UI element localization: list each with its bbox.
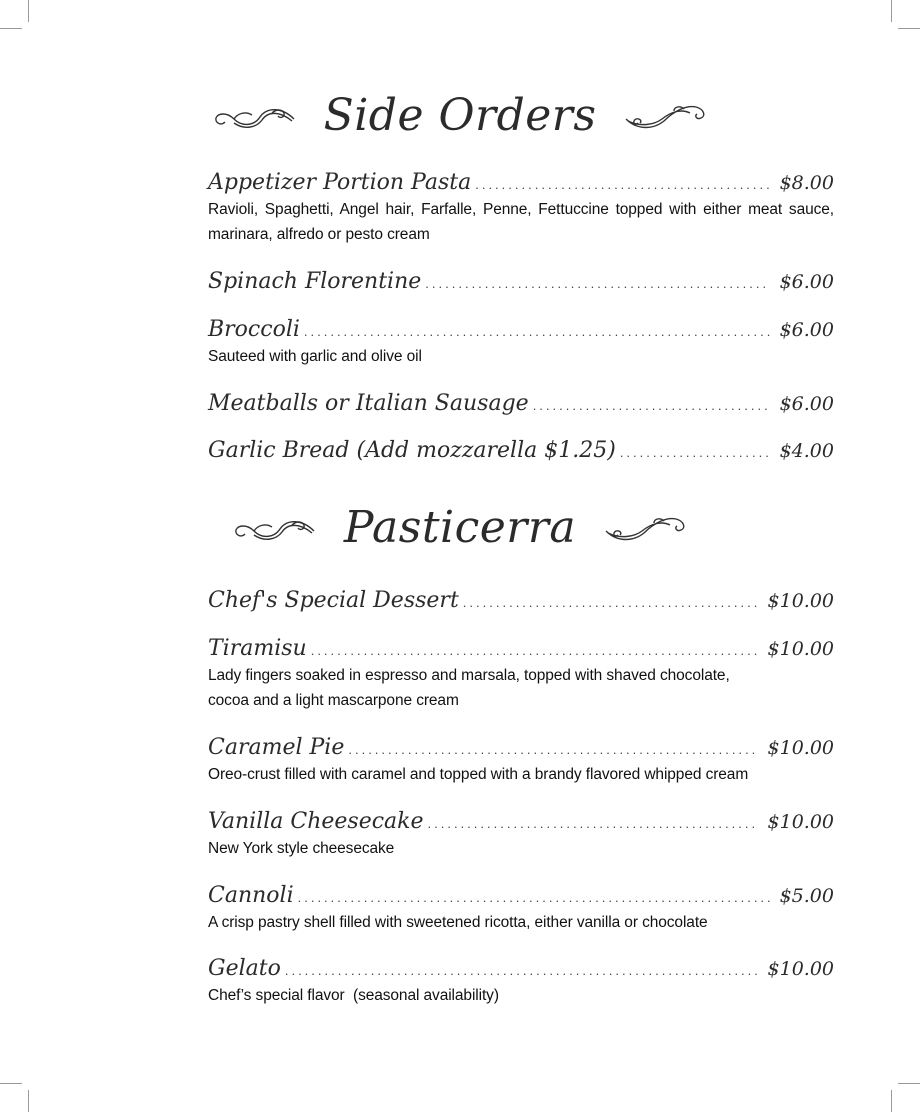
item-name: Chef's Special Dessert xyxy=(208,588,459,613)
side-orders-header xyxy=(0,90,920,141)
menu-item xyxy=(208,170,834,247)
item-price: $10.00 xyxy=(767,590,834,612)
dot-leader xyxy=(620,446,770,459)
item-price: $6.00 xyxy=(779,319,834,341)
item-price: $6.00 xyxy=(779,393,834,415)
item-name: Meatballs or Italian Sausage xyxy=(208,391,529,416)
item-price: $10.00 xyxy=(767,737,834,759)
crop-mark xyxy=(898,1083,920,1084)
item-price: $10.00 xyxy=(767,958,834,980)
crop-mark xyxy=(0,1083,22,1084)
item-description: Sauteed with garlic and olive oil xyxy=(208,348,422,365)
item-price: $4.00 xyxy=(779,440,834,462)
menu-item xyxy=(208,438,834,463)
item-description-line: cocoa and a light mascarpone cream xyxy=(208,692,459,709)
crop-mark xyxy=(898,28,920,29)
dot-leader xyxy=(533,399,770,412)
right-flourish-icon xyxy=(624,99,708,133)
item-price: $10.00 xyxy=(767,811,834,833)
menu-item xyxy=(208,636,834,713)
item-name: Spinach Florentine xyxy=(208,269,422,294)
menu-item xyxy=(208,809,834,861)
dot-leader xyxy=(348,743,757,756)
item-description: Oreo-crust filled with caramel and topped with a brandy flavored whipped cream xyxy=(208,766,749,783)
menu-item xyxy=(208,588,834,613)
dot-leader xyxy=(285,964,758,977)
right-flourish-icon xyxy=(604,511,688,545)
menu-item xyxy=(208,317,834,369)
item-price: $10.00 xyxy=(767,638,834,660)
pasticerra-header xyxy=(0,502,920,553)
item-description-line: Lady fingers soaked in espresso and marsala, topped with shaved chocolate, xyxy=(208,667,730,684)
item-description xyxy=(208,663,834,713)
crop-mark xyxy=(28,0,29,22)
crop-mark xyxy=(0,28,22,29)
item-description: A crisp pastry shell filled with sweetened ricotta, either vanilla or chocolate xyxy=(208,914,708,931)
dot-leader xyxy=(311,644,758,657)
crop-mark xyxy=(891,0,892,22)
menu-item xyxy=(208,956,834,1008)
item-name: Appetizer Portion Pasta xyxy=(208,170,472,195)
item-name: Garlic Bread (Add mozzarella $1.25) xyxy=(208,438,616,463)
item-price: $5.00 xyxy=(779,885,834,907)
menu-item xyxy=(208,391,834,416)
side-orders-title: Side Orders xyxy=(323,90,597,141)
dot-leader xyxy=(304,325,770,338)
dot-leader xyxy=(463,596,758,609)
item-name: Broccoli xyxy=(208,317,300,342)
item-price: $6.00 xyxy=(779,271,834,293)
left-flourish-icon xyxy=(232,511,316,545)
crop-mark xyxy=(891,1090,892,1112)
item-description: Ravioli, Spaghetti, Angel hair, Farfalle, Penne, Fettuccine topped with either meat sauce, marinara, alfredo or pesto cream xyxy=(208,201,834,243)
menu-item xyxy=(208,883,834,935)
left-flourish-icon xyxy=(212,99,296,133)
item-name: Vanilla Cheesecake xyxy=(208,809,424,834)
item-name: Tiramisu xyxy=(208,636,307,661)
crop-mark xyxy=(28,1090,29,1112)
item-description: Chef’s special flavor (seasonal availability) xyxy=(208,987,499,1004)
dot-leader xyxy=(425,277,769,290)
pasticerra-title: Pasticerra xyxy=(343,502,577,553)
item-name: Gelato xyxy=(208,956,281,981)
item-price: $8.00 xyxy=(779,172,834,194)
item-name: Caramel Pie xyxy=(208,735,345,760)
dot-leader xyxy=(475,178,769,191)
dot-leader xyxy=(428,817,758,830)
menu-item xyxy=(208,269,834,294)
item-name: Cannoli xyxy=(208,883,294,908)
menu-item xyxy=(208,735,834,787)
dot-leader xyxy=(298,891,770,904)
item-description: New York style cheesecake xyxy=(208,840,395,857)
